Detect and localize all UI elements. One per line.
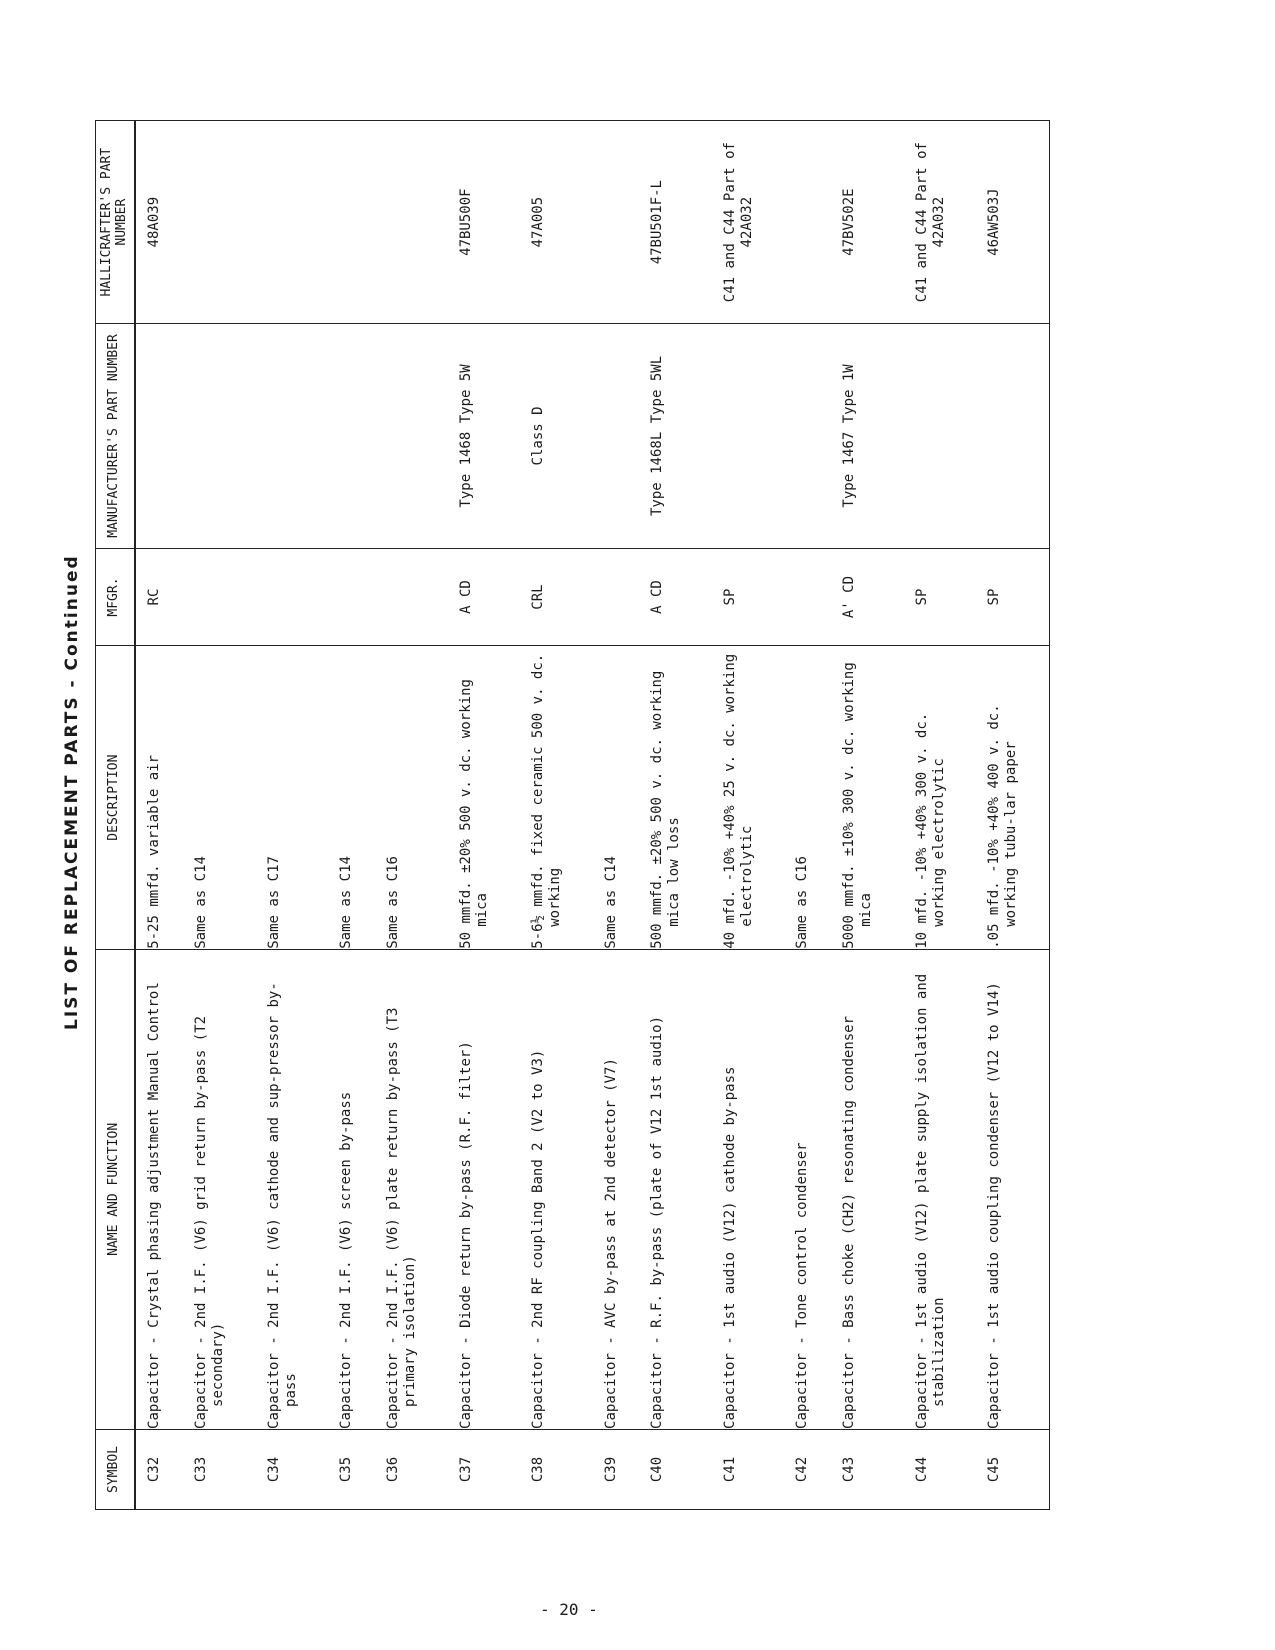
cell-hallicrafter-part: 47BU500F [448,121,520,324]
cell-mfr-part: Type 1467 Type 1W [831,324,903,548]
cell-description: 5000 mmfd. ±10% 300 v. dc. working mica [831,646,903,949]
cell-hallicrafter-part: C41 and C44 Part of 42A032 [712,121,784,324]
cell-symbol: C37 [448,1429,520,1509]
cell-name: Capacitor - 1st audio (V12) plate supply isolation and stabilization [904,949,976,1429]
cell-hallicrafter-part [375,121,447,324]
table-row [448,121,520,1510]
cell-mfr-part [784,324,831,548]
table-row [784,121,831,1510]
cell-symbol: C40 [639,1429,711,1509]
table-row [183,121,255,1510]
cell-description: .05 mfd. -10% +40% 400 v. dc. working tubu-lar paper [976,646,1049,949]
cell-name: Capacitor - 1st audio (V12) cathode by-pass [712,949,784,1429]
cell-mfgr [784,548,831,646]
cell-description: Same as C17 [256,646,328,949]
cell-hallicrafter-part: 47BV502E [831,121,903,324]
cell-description: 50 mmfd. ±20% 500 v. dc. working mica [448,646,520,949]
cell-mfr-part [593,324,640,548]
cell-mfgr [593,548,640,646]
table-header-row [96,121,135,1510]
table-row [976,121,1049,1510]
table-row [712,121,784,1510]
cell-symbol: C38 [520,1429,592,1509]
cell-hallicrafter-part: 47BU501F-L [639,121,711,324]
cell-description: 5-25 mmfd. variable air [135,646,183,949]
cell-mfgr: A' CD [831,548,903,646]
cell-hallicrafter-part: 46AW503J [976,121,1049,324]
cell-name: Capacitor - 2nd I.F. (V6) grid return by-pass (T2 secondary) [183,949,255,1429]
cell-mfr-part [256,324,328,548]
cell-hallicrafter-part [328,121,375,324]
cell-hallicrafter-part [784,121,831,324]
cell-hallicrafter-part: 48A039 [135,121,183,324]
table-row [328,121,375,1510]
table-row [135,121,183,1510]
cell-hallicrafter-part: C41 and C44 Part of 42A032 [904,121,976,324]
cell-name: Capacitor - 2nd I.F. (V6) screen by-pass [328,949,375,1429]
col-symbol-header: SYMBOL [96,1429,135,1509]
cell-mfr-part [904,324,976,548]
cell-name: Capacitor - Tone control condenser [784,949,831,1429]
cell-description: Same as C14 [183,646,255,949]
cell-name: Capacitor - 1st audio coupling condenser (V12 to V14) [976,949,1049,1429]
page-number: - 20 - [540,1600,598,1619]
page-title: LIST OF REPLACEMENT PARTS - Continued [62,554,82,1030]
cell-description: Same as C14 [593,646,640,949]
cell-mfgr: RC [135,548,183,646]
cell-hallicrafter-part [183,121,255,324]
cell-mfgr: CRL [520,548,592,646]
cell-name: Capacitor - 2nd I.F. (V6) cathode and sup-pressor by-pass [256,949,328,1429]
cell-description: Same as C14 [328,646,375,949]
cell-mfr-part [976,324,1049,548]
cell-mfgr: A CD [448,548,520,646]
col-mfgr-header: MFGR. [96,548,135,646]
col-hallicrafter-part-header: HALLICRAFTER'S PART NUMBER [96,121,135,324]
cell-description: 5-6½ mmfd. fixed ceramic 500 v. dc. working [520,646,592,949]
cell-mfr-part: Class D [520,324,592,548]
cell-name: Capacitor - R.F. by-pass (plate of V12 1st audio) [639,949,711,1429]
cell-mfr-part [135,324,183,548]
cell-hallicrafter-part [256,121,328,324]
cell-name: Capacitor - 2nd I.F. (V6) plate return by-pass (T3 primary isolation) [375,949,447,1429]
parts-table-rotated [95,120,1050,1510]
cell-mfgr [183,548,255,646]
cell-symbol: C34 [256,1429,328,1509]
table-row [256,121,328,1510]
cell-mfr-part: Type 1468L Type 5WL [639,324,711,548]
cell-mfr-part: Type 1468 Type 5W [448,324,520,548]
cell-symbol: C42 [784,1429,831,1509]
cell-mfgr [328,548,375,646]
table-row [520,121,592,1510]
cell-symbol: C45 [976,1429,1049,1509]
table-row [904,121,976,1510]
cell-mfgr: SP [904,548,976,646]
cell-mfgr [375,548,447,646]
cell-description: 10 mfd. -10% +40% 300 v. dc. working electrolytic [904,646,976,949]
cell-mfgr: SP [712,548,784,646]
cell-hallicrafter-part: 47A005 [520,121,592,324]
cell-symbol: C44 [904,1429,976,1509]
cell-symbol: C36 [375,1429,447,1509]
table-row [639,121,711,1510]
cell-symbol: C43 [831,1429,903,1509]
cell-symbol: C41 [712,1429,784,1509]
cell-name: Capacitor - Crystal phasing adjustment Manual Control [135,949,183,1429]
cell-symbol: C33 [183,1429,255,1509]
table-row [831,121,903,1510]
cell-description: Same as C16 [375,646,447,949]
cell-name: Capacitor - AVC by-pass at 2nd detector (V7) [593,949,640,1429]
cell-symbol: C39 [593,1429,640,1509]
table-row [375,121,447,1510]
cell-name: Capacitor - Diode return by-pass (R.F. filter) [448,949,520,1429]
cell-mfr-part [712,324,784,548]
cell-mfgr: A CD [639,548,711,646]
cell-name: Capacitor - Bass choke (CH2) resonating condenser [831,949,903,1429]
table-row [593,121,640,1510]
cell-mfgr [256,548,328,646]
cell-symbol: C35 [328,1429,375,1509]
cell-description: 500 mmfd. ±20% 500 v. dc. working mica low loss [639,646,711,949]
cell-mfr-part [375,324,447,548]
col-description-header: DESCRIPTION [96,646,135,949]
cell-description: Same as C16 [784,646,831,949]
cell-symbol: C32 [135,1429,183,1509]
cell-hallicrafter-part [593,121,640,324]
cell-mfr-part [183,324,255,548]
col-mfr-part-header: MANUFACTURER'S PART NUMBER [96,324,135,548]
cell-mfgr: SP [976,548,1049,646]
cell-mfr-part [328,324,375,548]
cell-name: Capacitor - 2nd RF coupling Band 2 (V2 to V3) [520,949,592,1429]
parts-table [95,120,1050,1510]
col-name-header: NAME AND FUNCTION [96,949,135,1429]
cell-description: 40 mfd. -10% +40% 25 v. dc. working electrolytic [712,646,784,949]
